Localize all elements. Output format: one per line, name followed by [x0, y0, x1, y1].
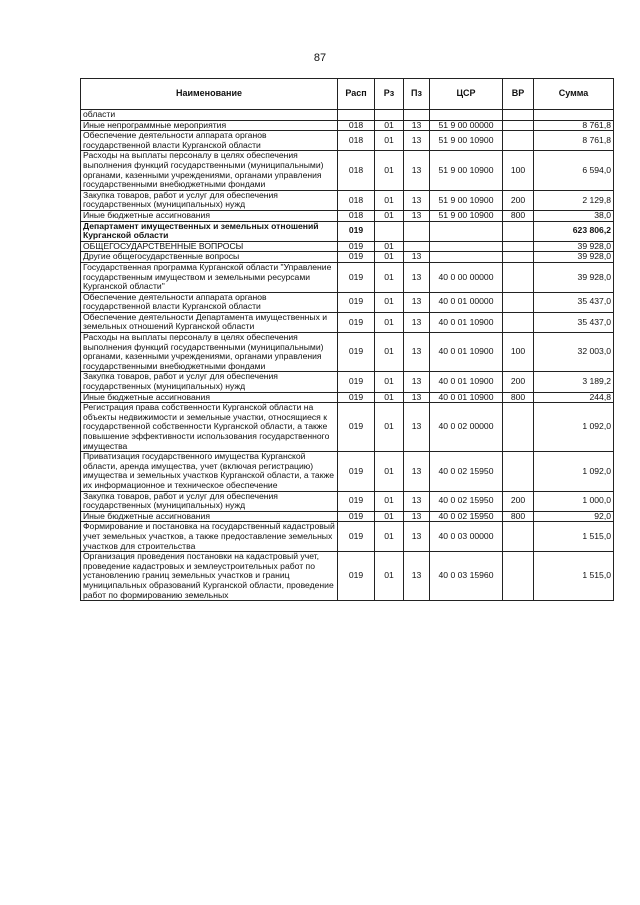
cell-pz: 13: [404, 522, 430, 552]
table-row: [81, 221, 614, 241]
cell-sum: 8 761,8: [534, 131, 614, 151]
cell-sum: 6 594,0: [534, 151, 614, 190]
cell-csr: [430, 221, 503, 241]
cell-vr: [503, 522, 534, 552]
cell-name: области: [81, 110, 338, 121]
cell-pz: 13: [404, 403, 430, 452]
cell-rz: 01: [375, 372, 404, 392]
cell-sum: 39 928,0: [534, 241, 614, 252]
cell-pz: 13: [404, 333, 430, 372]
cell-sum: 1 515,0: [534, 522, 614, 552]
header-row: [81, 79, 614, 110]
cell-csr: 51 9 00 10900: [430, 151, 503, 190]
cell-vr: [503, 131, 534, 151]
cell-pz: 13: [404, 190, 430, 210]
cell-sum: 2 129,8: [534, 190, 614, 210]
cell-sum: 39 928,0: [534, 262, 614, 292]
cell-sum: 1 000,0: [534, 491, 614, 511]
header-vr: ВР: [503, 79, 534, 110]
cell-vr: 100: [503, 151, 534, 190]
cell-name: Формирование и постановка на государственный кадастровый учет земельных участков, а также предоставление земельных участков для строительства: [81, 522, 338, 552]
table-row: [81, 372, 614, 392]
cell-rz: [375, 110, 404, 121]
cell-rasp: [338, 110, 375, 121]
cell-rasp: 019: [338, 403, 375, 452]
cell-rasp: 018: [338, 190, 375, 210]
cell-rasp: 018: [338, 131, 375, 151]
cell-rz: [375, 221, 404, 241]
table-row: [81, 190, 614, 210]
cell-name: Закупка товаров, работ и услуг для обеспечения государственных (муниципальных) нужд: [81, 491, 338, 511]
cell-rasp: 019: [338, 522, 375, 552]
cell-rasp: 019: [338, 552, 375, 601]
cell-vr: [503, 292, 534, 312]
cell-csr: 40 0 03 15960: [430, 552, 503, 601]
table-row: [81, 452, 614, 491]
cell-rz: 01: [375, 131, 404, 151]
cell-csr: 40 0 00 00000: [430, 262, 503, 292]
cell-name: ОБЩЕГОСУДАРСТВЕННЫЕ ВОПРОСЫ: [81, 241, 338, 252]
cell-rz: 01: [375, 241, 404, 252]
cell-sum: 1 092,0: [534, 403, 614, 452]
cell-pz: [404, 241, 430, 252]
cell-vr: 800: [503, 392, 534, 403]
cell-sum: 244,8: [534, 392, 614, 403]
cell-name: Иные непрограммные мероприятия: [81, 120, 338, 131]
table-row: [81, 151, 614, 190]
table-row: [81, 333, 614, 372]
cell-vr: [503, 452, 534, 491]
cell-csr: 40 0 01 10900: [430, 372, 503, 392]
cell-name: Приватизация государственного имущества Курганской области, аренда имущества, учет (включая регистрацию) имущества и земельных участков Курганской области, а также их информационное и техническое обеспечение: [81, 452, 338, 491]
cell-pz: 13: [404, 151, 430, 190]
cell-vr: [503, 312, 534, 332]
cell-name: Обеспечение деятельности аппарата органов государственной власти Курганской области: [81, 131, 338, 151]
cell-rz: 01: [375, 552, 404, 601]
cell-csr: 40 0 02 15950: [430, 452, 503, 491]
cell-rz: 01: [375, 522, 404, 552]
cell-vr: 800: [503, 210, 534, 221]
table-row: [81, 522, 614, 552]
cell-name: Другие общегосударственные вопросы: [81, 252, 338, 263]
cell-name: Расходы на выплаты персоналу в целях обеспечения выполнения функций государственными (муниципальными) органами, казенными учреждениями, органами управления государственными внебюджетными фондами: [81, 151, 338, 190]
cell-sum: 3 189,2: [534, 372, 614, 392]
cell-vr: [503, 262, 534, 292]
cell-csr: 51 9 00 10900: [430, 131, 503, 151]
cell-rz: 01: [375, 491, 404, 511]
cell-rasp: 018: [338, 151, 375, 190]
table-row: [81, 292, 614, 312]
cell-sum: 35 437,0: [534, 312, 614, 332]
cell-pz: 13: [404, 452, 430, 491]
budget-table: [80, 78, 614, 601]
cell-name: Иные бюджетные ассигнования: [81, 392, 338, 403]
cell-name: Закупка товаров, работ и услуг для обеспечения государственных (муниципальных) нужд: [81, 190, 338, 210]
table-row: [81, 552, 614, 601]
cell-rz: 01: [375, 210, 404, 221]
cell-rasp: 019: [338, 333, 375, 372]
table-row: [81, 262, 614, 292]
cell-pz: [404, 221, 430, 241]
table-row: [81, 252, 614, 263]
cell-name: Регистрация права собственности Курганской области на объекты недвижимости и земельные участки, относящиеся к государственной собственности Курганской области, а также повышение эффективности использования государственного имущества: [81, 403, 338, 452]
cell-pz: 13: [404, 252, 430, 263]
cell-name: Иные бюджетные ассигнования: [81, 511, 338, 522]
cell-vr: 200: [503, 190, 534, 210]
table-row: [81, 403, 614, 452]
cell-rz: 01: [375, 292, 404, 312]
cell-sum: 1 092,0: [534, 452, 614, 491]
cell-sum: 39 928,0: [534, 252, 614, 263]
cell-csr: 40 0 01 00000: [430, 292, 503, 312]
cell-rasp: 019: [338, 292, 375, 312]
cell-csr: 51 9 00 00000: [430, 120, 503, 131]
cell-csr: 40 0 02 00000: [430, 403, 503, 452]
cell-vr: 200: [503, 372, 534, 392]
cell-rasp: 019: [338, 312, 375, 332]
cell-pz: 13: [404, 120, 430, 131]
table-row: [81, 491, 614, 511]
cell-sum: 38,0: [534, 210, 614, 221]
cell-csr: 40 0 02 15950: [430, 511, 503, 522]
table-row: [81, 210, 614, 221]
cell-sum: 35 437,0: [534, 292, 614, 312]
header-sum: Сумма: [534, 79, 614, 110]
cell-rasp: 019: [338, 252, 375, 263]
cell-name: Департамент имущественных и земельных отношений Курганской области: [81, 221, 338, 241]
table-row: [81, 120, 614, 131]
cell-rasp: 018: [338, 210, 375, 221]
cell-rz: 01: [375, 262, 404, 292]
cell-pz: [404, 110, 430, 121]
header-pz: Пз: [404, 79, 430, 110]
cell-rasp: 019: [338, 511, 375, 522]
cell-name: Иные бюджетные ассигнования: [81, 210, 338, 221]
cell-sum: 8 761,8: [534, 120, 614, 131]
cell-csr: 40 0 03 00000: [430, 522, 503, 552]
table-row: [81, 511, 614, 522]
cell-vr: [503, 403, 534, 452]
cell-name: Закупка товаров, работ и услуг для обеспечения государственных (муниципальных) нужд: [81, 372, 338, 392]
cell-pz: 13: [404, 131, 430, 151]
header-name: Наименование: [81, 79, 338, 110]
table-row: [81, 241, 614, 252]
cell-rz: 01: [375, 312, 404, 332]
cell-name: Обеспечение деятельности Департамента имущественных и земельных отношений Курганской области: [81, 312, 338, 332]
cell-name: Обеспечение деятельности аппарата органов государственной власти Курганской области: [81, 292, 338, 312]
cell-csr: 40 0 01 10900: [430, 392, 503, 403]
header-rz: Рз: [375, 79, 404, 110]
cell-rasp: 019: [338, 372, 375, 392]
cell-csr: 40 0 01 10900: [430, 312, 503, 332]
cell-pz: 13: [404, 511, 430, 522]
cell-rasp: 019: [338, 491, 375, 511]
cell-vr: [503, 252, 534, 263]
cell-csr: 40 0 01 10900: [430, 333, 503, 372]
cell-rasp: 019: [338, 221, 375, 241]
table-row: [81, 110, 614, 121]
cell-rz: 01: [375, 120, 404, 131]
cell-pz: 13: [404, 210, 430, 221]
cell-pz: 13: [404, 552, 430, 601]
cell-rz: 01: [375, 333, 404, 372]
page-number: 87: [313, 52, 327, 64]
cell-rz: 01: [375, 252, 404, 263]
cell-name: Расходы на выплаты персоналу в целях обеспечения выполнения функций государственными (муниципальными) органами, казенными учреждениями, органами управления государственными внебюджетными фондами: [81, 333, 338, 372]
table-row: [81, 312, 614, 332]
cell-vr: [503, 110, 534, 121]
cell-pz: 13: [404, 392, 430, 403]
cell-rz: 01: [375, 190, 404, 210]
cell-sum: 1 515,0: [534, 552, 614, 601]
cell-rasp: 019: [338, 241, 375, 252]
cell-vr: 100: [503, 333, 534, 372]
cell-csr: [430, 252, 503, 263]
cell-rz: 01: [375, 151, 404, 190]
cell-csr: [430, 241, 503, 252]
cell-vr: [503, 552, 534, 601]
cell-rasp: 018: [338, 120, 375, 131]
cell-sum: 92,0: [534, 511, 614, 522]
cell-sum: 623 806,2: [534, 221, 614, 241]
table-row: [81, 131, 614, 151]
header-rasp: Расп: [338, 79, 375, 110]
cell-vr: 200: [503, 491, 534, 511]
cell-rasp: 019: [338, 262, 375, 292]
cell-vr: 800: [503, 511, 534, 522]
cell-pz: 13: [404, 312, 430, 332]
cell-csr: [430, 110, 503, 121]
cell-vr: [503, 221, 534, 241]
cell-rz: 01: [375, 392, 404, 403]
cell-pz: 13: [404, 292, 430, 312]
cell-sum: 32 003,0: [534, 333, 614, 372]
header-csr: ЦСР: [430, 79, 503, 110]
cell-pz: 13: [404, 491, 430, 511]
cell-vr: [503, 120, 534, 131]
cell-pz: 13: [404, 262, 430, 292]
cell-csr: 51 9 00 10900: [430, 190, 503, 210]
cell-sum: [534, 110, 614, 121]
cell-rasp: 019: [338, 452, 375, 491]
cell-vr: [503, 241, 534, 252]
cell-rz: 01: [375, 511, 404, 522]
table-row: [81, 392, 614, 403]
cell-name: Государственная программа Курганской области "Управление государственным имуществом и земельными ресурсами Курганской области": [81, 262, 338, 292]
cell-csr: 40 0 02 15950: [430, 491, 503, 511]
cell-name: Организация проведения постановки на кадастровый учет, проведение кадастровых и землеустроительных работ по установлению границ земельных участков и границ муниципальных образований Курганской области, проведение работ по формированию земельных: [81, 552, 338, 601]
cell-rz: 01: [375, 403, 404, 452]
cell-pz: 13: [404, 372, 430, 392]
cell-csr: 51 9 00 10900: [430, 210, 503, 221]
cell-rasp: 019: [338, 392, 375, 403]
cell-rz: 01: [375, 452, 404, 491]
